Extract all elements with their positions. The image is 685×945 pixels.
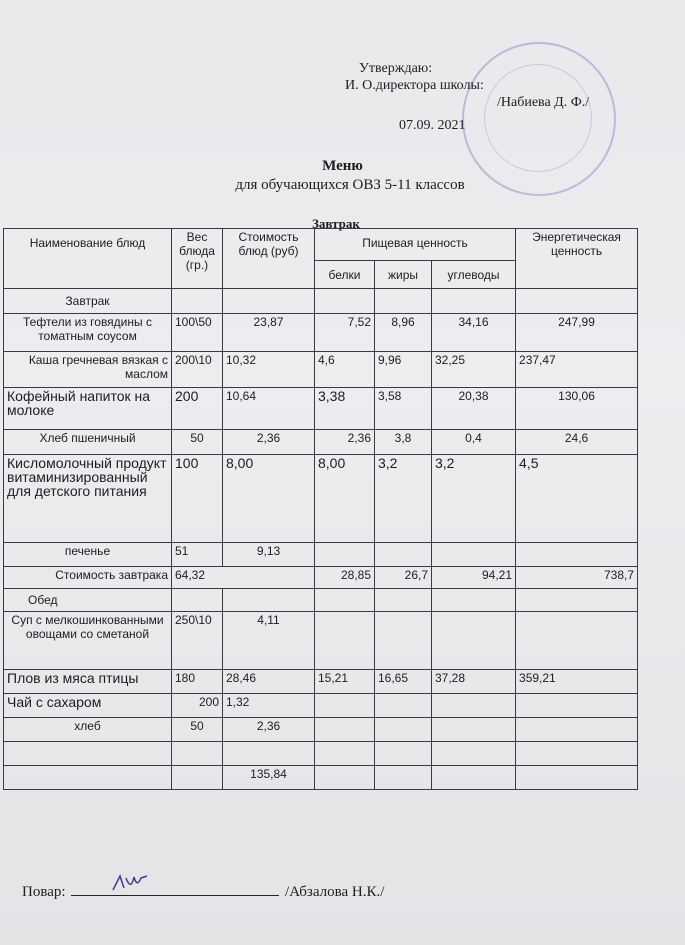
dish-protein: 4,6 — [315, 352, 375, 388]
approval-line1: Утверждаю: — [359, 61, 433, 76]
dish-weight: 100\50 — [172, 314, 223, 352]
dish-fat: 9,96 — [375, 352, 432, 388]
dish-weight: 200\10 — [172, 352, 223, 388]
table-row — [4, 430, 638, 455]
dish-cost: 1,32 — [223, 694, 315, 718]
dish-protein: 3,38 — [315, 388, 375, 430]
total-protein: 28,85 — [315, 567, 375, 589]
signature-field — [71, 881, 279, 896]
dish-weight: 51 — [172, 543, 223, 567]
dish-cost: 4,11 — [223, 612, 315, 670]
dish-fat: 16,65 — [375, 670, 432, 694]
section-row-lunch — [4, 589, 638, 612]
dish-cost: 8,00 — [223, 455, 315, 543]
lunch-total-cost: 135,84 — [223, 766, 315, 790]
dish-carbs: 32,25 — [432, 352, 516, 388]
dish-name: Каша гречневая вязкая с маслом — [4, 352, 172, 388]
approval-line2: И. О.директора школы: — [345, 78, 484, 93]
table-row — [4, 670, 638, 694]
dish-weight: 180 — [172, 670, 223, 694]
section-row-breakfast — [4, 289, 638, 314]
page-title: Меню — [322, 158, 363, 174]
dish-carbs: 20,38 — [432, 388, 516, 430]
table-row — [4, 388, 638, 430]
dish-fat: 3,58 — [375, 388, 432, 430]
dish-name: Кисломолочный продукт витаминизированный для детского питания — [4, 455, 172, 543]
cook-name: /Абзалова Н.К./ — [285, 884, 385, 900]
dish-energy: 130,06 — [516, 388, 638, 430]
dish-weight: 250\10 — [172, 612, 223, 670]
section-heading: Завтрак — [312, 216, 360, 231]
dish-protein: 7,52 — [315, 314, 375, 352]
header-protein: белки — [315, 261, 375, 289]
table-row — [4, 352, 638, 388]
dish-cost: 23,87 — [223, 314, 315, 352]
header-nutrition: Пищевая ценность — [315, 229, 516, 261]
dish-name: Кофейный напиток на молоке — [4, 388, 172, 430]
dish-carbs: 3,2 — [432, 455, 516, 543]
dish-name: Тефтели из говядины с томатным соусом — [4, 314, 172, 352]
table-row — [4, 612, 638, 670]
dish-name: Чай с сахаром — [4, 694, 172, 718]
table-row — [4, 742, 638, 766]
total-cost: 64,32 — [172, 567, 315, 589]
cook-label: Повар: — [22, 884, 66, 900]
dish-protein: 15,21 — [315, 670, 375, 694]
dish-energy: 237,47 — [516, 352, 638, 388]
dish-name: Плов из мяса птицы — [4, 670, 172, 694]
header-cost: Стоимость блюд (руб) — [223, 229, 315, 289]
header-name: Наименование блюд — [4, 229, 172, 289]
approval-date: 07.09. 2021 — [399, 118, 466, 133]
header-weight: Вес блюда (гр.) — [172, 229, 223, 289]
total-label: Стоимость завтрака — [4, 567, 172, 589]
dish-cost: 28,46 — [223, 670, 315, 694]
dish-carbs: 37,28 — [432, 670, 516, 694]
dish-energy: 247,99 — [516, 314, 638, 352]
dish-fat: 3,2 — [375, 455, 432, 543]
dish-weight: 200 — [172, 388, 223, 430]
dish-fat: 8,96 — [375, 314, 432, 352]
table-row — [4, 455, 638, 543]
dish-energy: 4,5 — [516, 455, 638, 543]
total-energy: 738,7 — [516, 567, 638, 589]
dish-weight: 200 — [172, 694, 223, 718]
dish-cost: 2,36 — [223, 718, 315, 742]
menu-table — [3, 228, 638, 790]
header-fat: жиры — [375, 261, 432, 289]
dish-carbs: 0,4 — [432, 430, 516, 455]
dish-weight: 50 — [172, 430, 223, 455]
handwritten-signature — [111, 873, 151, 893]
section-label: Завтрак — [4, 289, 172, 314]
dish-fat: 3,8 — [375, 430, 432, 455]
lunch-total-row — [4, 766, 638, 790]
dish-weight: 100 — [172, 455, 223, 543]
approval-director-name: /Набиева Д. Ф./ — [497, 95, 590, 110]
breakfast-total-row — [4, 567, 638, 589]
dish-weight: 50 — [172, 718, 223, 742]
approval-block — [345, 60, 625, 134]
table-row — [4, 718, 638, 742]
dish-name: Суп с мелкошинкованными овощами со сметаной — [4, 612, 172, 670]
header-carbs: углеводы — [432, 261, 516, 289]
dish-protein: 8,00 — [315, 455, 375, 543]
section-label: Обед — [4, 589, 172, 612]
table-row — [4, 543, 638, 567]
header-energy: Энергетическая ценность — [516, 229, 638, 289]
dish-cost: 10,32 — [223, 352, 315, 388]
page-subtitle: для обучающихся ОВЗ 5-11 классов — [235, 177, 465, 193]
dish-cost: 10,64 — [223, 388, 315, 430]
dish-name: Хлеб пшеничный — [4, 430, 172, 455]
total-carbs: 94,21 — [432, 567, 516, 589]
cook-signature-line — [22, 881, 384, 901]
total-fat: 26,7 — [375, 567, 432, 589]
dish-carbs: 34,16 — [432, 314, 516, 352]
dish-protein: 2,36 — [315, 430, 375, 455]
dish-cost: 9,13 — [223, 543, 315, 567]
dish-cost: 2,36 — [223, 430, 315, 455]
dish-name: печенье — [4, 543, 172, 567]
dish-energy: 359,21 — [516, 670, 638, 694]
table-row — [4, 314, 638, 352]
dish-name: хлеб — [4, 718, 172, 742]
dish-energy: 24,6 — [516, 430, 638, 455]
table-row — [4, 694, 638, 718]
